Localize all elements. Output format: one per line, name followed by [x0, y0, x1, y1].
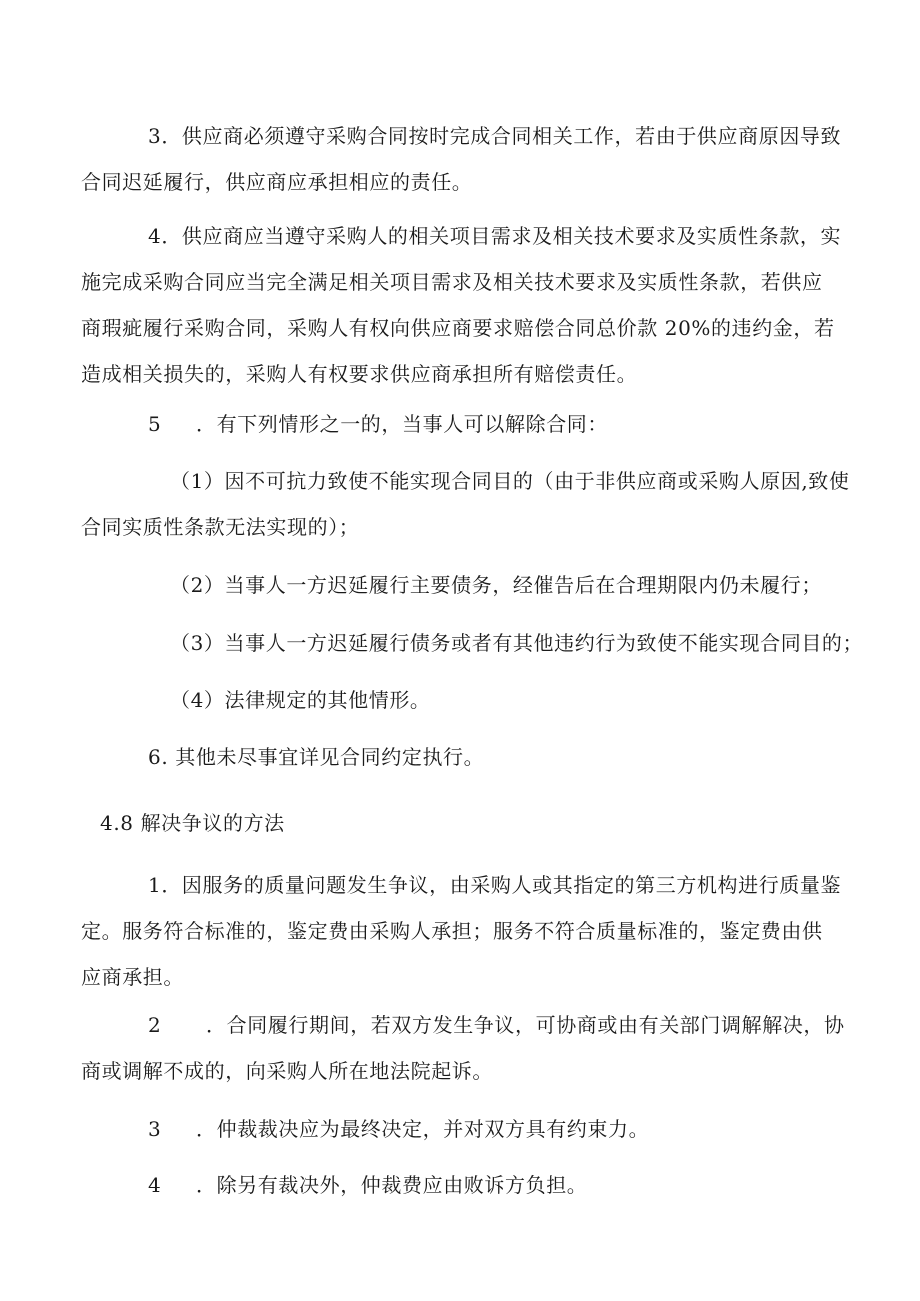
- dispute-clause-1-line-2: 定。服务符合标准的，鉴定费由采购人承担；服务不符合质量标准的，鉴定费由供: [81, 919, 823, 943]
- dispute-clause-1: [0, 862, 920, 1000]
- clause-5-sub-3-line: （3）当事人一方迟延履行债务或者有其他违约行为致使不能实现合同目的；: [170, 631, 864, 655]
- clause-5-sub-1-line-2: 合同实质性条款无法实现的）；: [81, 515, 360, 539]
- clause-5-sub-1: [0, 458, 920, 550]
- clause-5: [0, 401, 920, 447]
- dispute-clause-4: [0, 1162, 920, 1208]
- dispute-clause-2-line-2: 商或调解不成的，向采购人所在地法院起诉。: [81, 1059, 493, 1083]
- dispute-clause-4-line: [0, 1162, 920, 1208]
- clause-6-line: 6. 其他未尽事宜详见合同约定执行。: [148, 745, 485, 769]
- clause-5-sub-2-line: （2）当事人一方迟延履行主要债务，经催告后在合理期限内仍未履行；: [170, 573, 822, 597]
- dispute-clause-4-text: ．除另有裁决外，仲裁费应由败诉方负担。: [196, 1173, 588, 1197]
- clause-4: [0, 213, 920, 397]
- clause-5-sub-2: [0, 562, 920, 608]
- dispute-clause-2: [0, 1002, 920, 1094]
- clause-4-line-3: 商瑕疵履行采购合同，采购人有权向供应商要求赔偿合同总价款 20%的违约金，若: [81, 316, 835, 340]
- dispute-clause-2-text: ．合同履行期间，若双方发生争议，可协商或由有关部门调解解决，协: [206, 1013, 845, 1037]
- clause-3-line-2: 合同迟延履行，供应商应承担相应的责任。: [81, 170, 473, 194]
- clause-4-line-1: 4．供应商应当遵守采购人的相关项目需求及相关技术要求及实质性条款，实: [148, 224, 842, 248]
- dispute-clause-2-number: 2: [148, 1013, 162, 1037]
- dispute-clause-3: [0, 1106, 920, 1152]
- clause-4-line-4: 造成相关损失的，采购人有权要求供应商承担所有赔偿责任。: [81, 362, 638, 386]
- clause-5-line: [0, 401, 920, 447]
- dispute-clause-3-number: 3: [148, 1117, 162, 1141]
- clause-6: [0, 734, 920, 780]
- dispute-clause-1-line-3: 应商承担。: [81, 965, 184, 989]
- clause-3: [0, 113, 920, 205]
- clause-5-number: 5: [148, 412, 162, 436]
- clause-5-sub-1-line-1: （1）因不可抗力致使不能实现合同目的（由于非供应商或采购人原因,致使: [170, 469, 850, 493]
- clause-5-sub-4: [0, 677, 920, 723]
- section-heading: 4.8 解决争议的方法: [100, 811, 285, 835]
- clause-4-line-2: 施完成采购合同应当完全满足相关项目需求及相关技术要求及实质性条款，若供应: [81, 270, 823, 294]
- dispute-clause-1-line-1: 1．因服务的质量问题发生争议，由采购人或其指定的第三方机构进行质量鉴: [148, 873, 842, 897]
- clause-5-sub-3: [0, 620, 920, 666]
- dispute-clause-2-line-1: [0, 1002, 920, 1048]
- dispute-clause-3-text: ．仲裁裁决应为最终决定，并对双方具有约束力。: [196, 1117, 650, 1141]
- dispute-clause-4-number: 4: [148, 1173, 162, 1197]
- clause-5-sub-4-line: （4）法律规定的其他情形。: [170, 688, 431, 712]
- dispute-clause-3-line: [0, 1106, 920, 1152]
- clause-5-text: ．有下列情形之一的，当事人可以解除合同：: [196, 412, 608, 436]
- clause-3-line-1: 3．供应商必须遵守采购合同按时完成合同相关工作，若由于供应商原因导致: [148, 124, 842, 148]
